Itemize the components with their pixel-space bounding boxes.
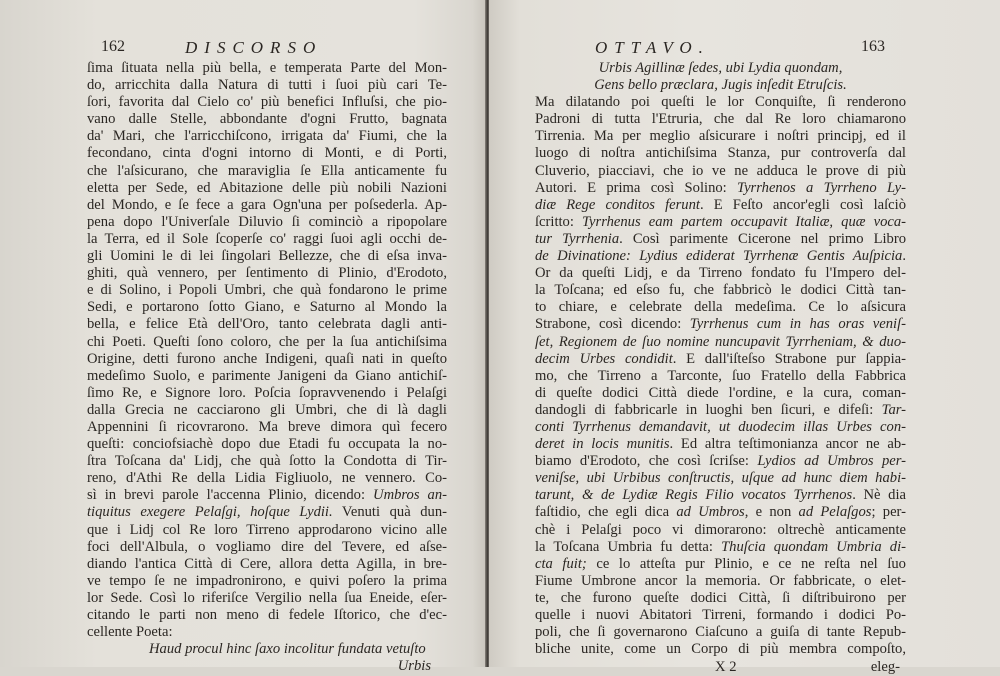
verse-line: Haud procul hinc ſaxo incolitur fundata vetuſto [149, 641, 426, 658]
text-line: Tirrenia. Ma per meglio aſsicurare i noſtri principj, ed il [535, 128, 906, 145]
text-line: decim Urbes condidit. E dall'iſteſso Strabone pur ſappia- [535, 350, 906, 367]
text-line: citando le parti non meno di fedele Iſtorico, che d'ec- [87, 607, 447, 623]
text-line: Padroni di tutta l'Etruria, che dal Re loro chiamarono [535, 111, 906, 128]
text-line: mo, che Tirreno a Tarconte, ſuo Fratello della Fabbrica [535, 367, 906, 384]
text-line: Sedi, e portarono ſotto Giano, e Saturno al Mondo la [87, 299, 447, 316]
right-running-head [535, 38, 906, 60]
text-line: pena dopo l'Univerſale Diluvio ſi cominciò a ripopolare [87, 213, 447, 230]
text-line: diæ Rege conditos ferunt. E Feſto ancor'egli così laſciò [535, 196, 906, 213]
text-line: dandogli di fabbricarle in luoghi ben ſicuri, e difeſi: Tar- [535, 401, 906, 418]
text-line: veniſse, ubi Urbibus conſtructis, uſque ad hunc diem habi- [535, 470, 906, 487]
text-line: gli Uomini le di lei ſingolari Bellezze, che di eſsa inva- [87, 248, 447, 265]
text-line: bella, e felice Età dell'Oro, tanto celebrata dagli anti- [87, 316, 447, 333]
page-footer [535, 659, 906, 676]
text-line: vano dalle Stelle, abbondante d'ogni Frutto, bagnata [87, 111, 447, 128]
text-line: to chiare, e celebrate della medeſima. Ce lo aſsicura [535, 299, 906, 316]
text-line: Cluverio, piacciavi, che io ve ne adduca le prove di più [535, 162, 906, 179]
text-line: quelle i nuovi Abitatori Tirreni, formando i dodici Po- [535, 607, 906, 623]
right-page [489, 0, 1000, 676]
text-line: tarunt, & de Lydiæ Regis Filio vocatos Tyrrhenos. Nè dia [535, 487, 906, 504]
verse-line: Urbis Agillinæ ſedes, ubi Lydia quondam, [598, 60, 843, 76]
text-line: e di Solino, i Popoli Umbri, che quà fondarono le prime [87, 282, 447, 299]
text-line: Strabone, così dicendo: Tyrrhenus cum in has oras veniſ- [535, 316, 906, 333]
text-line: chè i Pelaſgi poco vi dimorarono: oltrechè anticamente [535, 521, 906, 538]
text-line: ſet, Regionem de ſuo nomine nuncupavit Tyrrheniam, & duo- [535, 333, 906, 350]
catchword: eleg- [870, 659, 900, 676]
left-page [0, 0, 487, 675]
text-line: queſti: conciofsiachè dopo due Etadi fu occupata la no- [87, 436, 447, 453]
text-line: la Terra, ed il Sole ſcoperſe co' raggi ſuoi agli occhi de- [87, 230, 447, 247]
text-line: Origine, detti furono anche Indigeni, quaſi nati in queſto [87, 350, 447, 367]
text-line: fecondano, cinta d'ogni intorno di Monti, e di Porti, [87, 145, 447, 162]
running-title: OTTAVO. [595, 38, 710, 57]
text-line: de Divinatione: Lydius ediderat Tyrrhenæ Gentis Auſpicia. [535, 248, 906, 265]
text-line: cellente Poeta: [87, 624, 173, 641]
text-line: ſori, favorita dal Cielo co' più benefici Influſsi, che pio- [87, 94, 447, 111]
text-line: la Toſcana; ed eſso fu, che fabbricò le dodici Città tan- [535, 282, 906, 299]
text-line: da' Mari, che l'arricchiſcono, irrigata da' Fiumi, che la [87, 128, 447, 145]
text-line: lor Sede. Così lo riferiſce Vergilio nella ſua Eneide, eſer- [87, 589, 447, 606]
page-number: 163 [861, 38, 885, 55]
page-number: 162 [101, 38, 125, 55]
text-line: ſcritto: Tyrrhenus eam partem occupavit Italiæ, quæ voca- [535, 213, 906, 230]
text-line: deret in locis munitis. Ed altra teſtimonianza ancor ne ab- [535, 436, 906, 453]
text-line: Or da queſti Lidj, e da Tirreno fondato fu l'Impero del- [535, 265, 906, 282]
text-line: Appennini ſi ricovrarono. Ma breve dimora quì fecero [87, 418, 447, 435]
verse-line: Gens bello præclara, Jugis inſedit Etruſcis. [594, 77, 847, 94]
text-line: biamo d'Erodoto, che così ſcriſse: Lydios ad Umbros per- [535, 453, 906, 470]
left-text-block [87, 38, 447, 675]
verse-line: Urbis [397, 658, 431, 675]
text-line: che l'aſsicurano, che maraviglia ſe Ella anticamente fu [87, 162, 447, 179]
text-line: foci dell'Albula, o vogliamo dire del Tevere, ed aſse- [87, 538, 447, 555]
text-line: la Toſcana Umbria fu detta: Thuſcia quondam Umbria di- [535, 538, 906, 555]
text-line: bliche unite, come un Corpo di più membra compoſto, [535, 641, 906, 658]
text-line: reno, d'Athi Re della Lidia Figliuolo, ne vennero. Co- [87, 470, 447, 487]
text-line: chi Poeti. Queſti ſono coloro, che per la ſua antichiſsima [87, 333, 447, 350]
text-line: ſima ſituata nella più bella, e temperata Parte del Mon- [87, 60, 447, 76]
text-line: ghiti, quà vennero, per ſentimento di Plinio, d'Erodoto, [87, 265, 447, 282]
right-text-block [535, 38, 906, 676]
text-line: que i Lidj col Re loro Tirreno approdarono vicino alle [87, 521, 447, 538]
text-line: diando l'antica Città di Cere, allora detta Agilla, in bre- [87, 555, 447, 572]
text-line: Autori. E prima così Solino: Tyrrhenos a Tyrrheno Ly- [535, 179, 906, 196]
text-line: tiquitus exegere Pelaſgi, hoſque Lydii. Venuti quà dun- [87, 504, 447, 521]
right-body-text [535, 94, 906, 658]
text-line: ſtra Toſcana da' Lidj, che quà ſotto la Condotta di Tir- [87, 453, 447, 470]
text-line: Fiume Umbrone ancor la memoria. Or fabbricate, o elet- [535, 572, 906, 589]
text-line: ve tempo ſe ne impadronirono, e quivi poſero la prima [87, 572, 447, 589]
text-line: conti Tyrrhenus demandavit, ut duodecim illas Urbes con- [535, 418, 906, 435]
text-line: Ma dilatando poi queſti le lor Conquiſte, ſi renderono [535, 94, 906, 111]
left-body-text [87, 60, 447, 675]
text-line: do, arricchita dalla Natura di tutti i ſuoi più cari Te- [87, 77, 447, 94]
text-line: sì in brevi parole l'accenna Plinio, dicendo: Umbros an- [87, 487, 447, 504]
text-line: medeſimo Suolo, e parimente Janigeni da Giano antichiſ- [87, 367, 447, 384]
text-line: del Mondo, e ſe fece a gara Ogn'una per poſsederla. Ap- [87, 196, 447, 213]
signature-mark: X 2 [715, 659, 737, 676]
text-line: di queſte dodici Città diede l'ordine, e la cura, coman- [535, 384, 906, 401]
text-line: cta fuit; ce lo atteſta pur Plinio, e ce ne reſta nel ſuo [535, 555, 906, 572]
text-line: luogo di noſtra antichiſsima Stanza, pur controverſa dal [535, 145, 906, 162]
text-line: tur Tyrrhenia. Così parimente Cicerone nel primo Libro [535, 230, 906, 247]
text-line: poli, che ſi governarono Ciaſcuno a guiſa di tante Repub- [535, 624, 906, 641]
text-line: faſtidio, che egli dica ad Umbros, e non ad Pelaſgos; per- [535, 504, 906, 521]
text-line: eletta per Sede, ed Abitazione delle più nobili Nazioni [87, 179, 447, 196]
running-title: DISCORSO [185, 38, 323, 57]
text-line: dalla Grecia ne cacciarono gli Umbri, che di là dagli [87, 401, 447, 418]
text-line: te, che furono queſte dodici Città, ſi diſtribuirono per [535, 589, 906, 606]
left-running-head [87, 38, 447, 60]
text-line: ſimo Re, e Signore loro. Poſcia ſopravvenendo i Pelaſgi [87, 384, 447, 401]
